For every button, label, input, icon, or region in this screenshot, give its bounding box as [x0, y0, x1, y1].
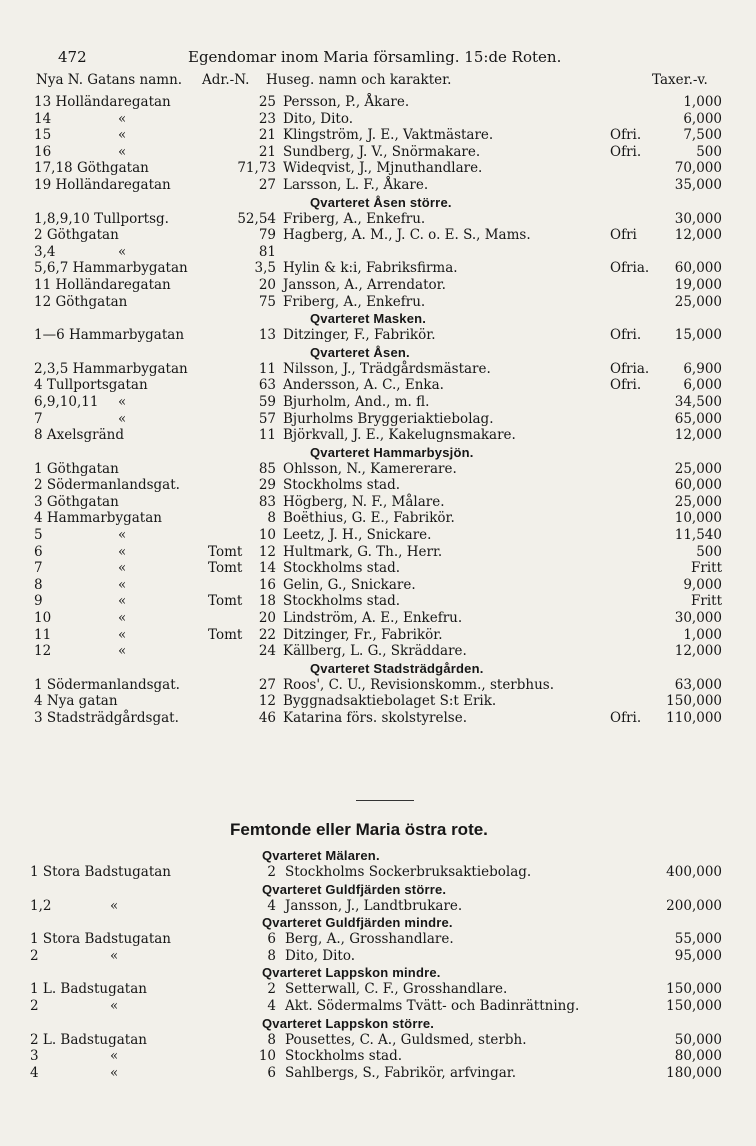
house-number: 11 — [258, 427, 276, 444]
section-title: Femtonde eller Maria östra rote. — [230, 820, 488, 839]
table-row — [0, 244, 756, 261]
table-row — [0, 527, 756, 544]
table-row — [0, 544, 756, 561]
section-divider — [356, 800, 414, 801]
taxed-value: 7,500 — [683, 127, 722, 144]
owner-name: Friberg, A., Enkefru. — [283, 210, 426, 227]
ditto-mark: « — [118, 143, 127, 160]
table-row — [0, 127, 756, 144]
house-number: 6 — [267, 931, 276, 948]
street-address: 2 Södermanlandsgat. — [34, 477, 180, 494]
house-number: 59 — [258, 393, 276, 410]
street-address: 1—6 Hammarbygatan — [34, 327, 185, 344]
taxed-value: 25,000 — [674, 460, 722, 477]
taxed-value: 60,000 — [674, 260, 722, 277]
ditto-mark: « — [118, 593, 127, 610]
street-address: 1 Stora Badstugatan — [30, 864, 171, 880]
house-number: 10 — [258, 527, 276, 544]
taxed-value: 15,000 — [674, 327, 722, 344]
quarter-heading: Qvarteret Åsen. — [310, 344, 410, 360]
taxed-value: 500 — [696, 543, 722, 560]
taxed-value: 150,000 — [666, 997, 722, 1014]
quarter-heading: Qvarteret Stadsträdgården. — [310, 660, 484, 676]
page-header — [58, 48, 561, 66]
street-address: 5,6,7 Hammarbygatan — [34, 260, 188, 277]
table-row — [0, 377, 756, 394]
street-address: 1 L. Badstugatan — [30, 981, 147, 998]
ditto-mark: « — [110, 1064, 119, 1081]
ditto-mark: « — [118, 576, 127, 593]
street-address: 14 — [34, 110, 52, 127]
owner-name: Hultmark, G. Th., Herr. — [283, 543, 443, 560]
taxed-value: 500 — [696, 143, 722, 160]
table-row — [0, 277, 756, 294]
tomt-label: Tomt — [208, 560, 243, 577]
street-address: 4 Nya gatan — [34, 693, 118, 710]
table-row — [0, 577, 756, 594]
table-row — [0, 260, 756, 277]
section-15th-district — [0, 94, 756, 727]
owner-name: Friberg, A., Enkefru. — [283, 293, 426, 310]
street-address: 1 Göthgatan — [34, 460, 119, 477]
owner-name: Sahlbergs, S., Fabrikör, arfvingar. — [285, 1064, 517, 1081]
tax-status: Ofri — [610, 227, 637, 244]
house-number: 13 — [258, 327, 276, 344]
house-number: 63 — [258, 377, 276, 394]
street-address: 8 Axelsgränd — [34, 427, 124, 444]
owner-name: Stockholms stad. — [283, 477, 401, 494]
table-row — [0, 510, 756, 527]
street-address: 2 — [30, 997, 39, 1014]
quarter-heading: Qvarteret Mälaren. — [262, 848, 380, 863]
house-number: 25 — [258, 94, 276, 110]
street-address: 4 — [30, 1064, 39, 1081]
ditto-mark: « — [118, 543, 127, 560]
house-number: 27 — [258, 676, 276, 693]
owner-name: Stockholms stad. — [283, 560, 401, 577]
tax-status: Ofri. — [610, 143, 642, 160]
taxed-value: 150,000 — [666, 693, 722, 710]
street-address: 6 — [34, 543, 43, 560]
tax-status: Ofria. — [610, 260, 650, 277]
taxed-value: 50,000 — [674, 1031, 722, 1048]
street-address: 4 Hammarbygatan — [34, 510, 162, 527]
house-number: 75 — [258, 293, 276, 310]
street-address: 2 Göthgatan — [34, 227, 119, 244]
ditto-mark: « — [110, 1048, 119, 1065]
owner-name: Setterwall, C. F., Grosshandlare. — [285, 981, 508, 998]
table-row — [0, 693, 756, 710]
house-number: 85 — [258, 460, 276, 477]
owner-name: Klingström, J. E., Vaktmästare. — [283, 127, 494, 144]
owner-name: Akt. Södermalms Tvätt- och Badinrättning. — [285, 997, 580, 1014]
owner-name: Ditzinger, Fr., Fabrikör. — [283, 626, 443, 643]
house-number: 18 — [258, 593, 276, 610]
house-number: 2 — [267, 981, 276, 998]
house-number: 16 — [258, 576, 276, 593]
street-address: 2 — [30, 947, 39, 964]
owner-name: Björkvall, J. E., Kakelugnsmakare. — [283, 427, 516, 444]
taxed-value: 30,000 — [674, 210, 722, 227]
tax-status: Ofri. — [610, 377, 642, 394]
taxed-value: 35,000 — [674, 176, 722, 193]
house-number: 10 — [258, 1048, 276, 1065]
street-address: 10 — [34, 610, 52, 627]
house-number: 20 — [258, 276, 276, 293]
street-address: 17,18 Göthgatan — [34, 160, 149, 177]
table-row — [0, 294, 756, 311]
taxed-value: 110,000 — [666, 710, 722, 726]
table-row — [0, 477, 756, 494]
owner-name: Hylin & k:i, Fabriksfirma. — [283, 260, 458, 277]
quarter-heading: Qvarteret Guldfjärden mindre. — [262, 915, 453, 931]
taxed-value: 12,000 — [674, 227, 722, 244]
taxed-value: Fritt — [691, 593, 722, 610]
quarter-heading: Qvarteret Guldfjärden större. — [262, 881, 447, 897]
street-column-header: Nya N. Gatans namn. — [36, 72, 183, 88]
taxed-value: 11,540 — [674, 527, 722, 544]
table-row — [0, 643, 756, 660]
taxed-value: 180,000 — [666, 1064, 722, 1081]
owner-name: Sundberg, J. V., Snörmakare. — [283, 143, 481, 160]
taxed-value: 10,000 — [674, 510, 722, 527]
house-number: 23 — [258, 110, 276, 127]
quarter-heading: Qvarteret Åsen större. — [310, 194, 452, 210]
taxed-value: 25,000 — [674, 493, 722, 510]
owner-name: Hagberg, A. M., J. C. o. E. S., Mams. — [283, 227, 531, 244]
street-address: 3 Göthgatan — [34, 493, 119, 510]
ditto-mark: « — [110, 947, 119, 964]
section-maria-ostra — [0, 847, 756, 1081]
taxed-value: 95,000 — [674, 947, 722, 964]
house-number: 21 — [258, 127, 276, 144]
street-address: 1 Stora Badstugatan — [30, 931, 171, 948]
house-number: 12 — [258, 693, 276, 710]
taxed-value: 55,000 — [674, 931, 722, 948]
value-column-header: Taxer.-v. — [652, 72, 708, 88]
taxed-value: 6,900 — [683, 360, 722, 377]
taxed-value: 6,000 — [683, 110, 722, 127]
street-address: 7 — [34, 560, 43, 577]
house-number: 12 — [258, 543, 276, 560]
table-row — [0, 1032, 756, 1049]
ditto-mark: « — [118, 243, 127, 260]
taxed-value: 200,000 — [666, 897, 722, 914]
column-headers — [36, 72, 756, 90]
table-row — [0, 111, 756, 128]
quarter-heading: Qvarteret Masken. — [310, 311, 427, 327]
taxed-value: 150,000 — [666, 981, 722, 998]
taxed-value: 400,000 — [666, 864, 722, 880]
owner-name: Persson, P., Åkare. — [283, 94, 410, 110]
table-row — [0, 864, 756, 881]
table-row — [0, 394, 756, 411]
table-row — [0, 593, 756, 610]
street-address: 12 — [34, 643, 52, 660]
owner-name: Dito, Dito. — [283, 110, 354, 127]
table-row — [0, 177, 756, 194]
table-row — [0, 981, 756, 998]
ditto-mark: « — [118, 410, 127, 427]
house-number: 2 — [267, 864, 276, 880]
owner-name: Jansson, A., Arrendator. — [283, 276, 446, 293]
ditto-mark: « — [118, 393, 127, 410]
street-address: 2,3,5 Hammarbygatan — [34, 360, 188, 377]
table-row — [0, 998, 756, 1015]
owner-name: Högberg, N. F., Målare. — [283, 493, 445, 510]
tomt-label: Tomt — [208, 593, 243, 610]
table-row — [0, 461, 756, 478]
taxed-value: Fritt — [691, 560, 722, 577]
owner-name: Byggnadsaktiebolaget S:t Erik. — [283, 693, 497, 710]
street-address: 9 — [34, 593, 43, 610]
owner-name: Stockholms Sockerbruksaktiebolag. — [285, 864, 532, 880]
taxed-value: 65,000 — [674, 410, 722, 427]
owner-name: Leetz, J. H., Snickare. — [283, 527, 432, 544]
taxed-value: 63,000 — [674, 676, 722, 693]
table-row — [0, 1048, 756, 1065]
street-address: 13 Holländaregatan — [34, 94, 171, 110]
taxed-value: 70,000 — [674, 160, 722, 177]
owner-name: Bjurholms Bryggeriaktiebolag. — [283, 410, 494, 427]
house-number: 22 — [258, 626, 276, 643]
owner-name: Larsson, L. F., Åkare. — [283, 176, 429, 193]
ditto-mark: « — [118, 643, 127, 660]
owner-name: Pousettes, C. A., Guldsmed, sterbh. — [285, 1031, 527, 1048]
ditto-mark: « — [118, 610, 127, 627]
owner-name: Ohlsson, N., Kamererare. — [283, 460, 457, 477]
owner-name: Berg, A., Grosshandlare. — [285, 931, 454, 948]
ditto-mark: « — [110, 997, 119, 1014]
table-row — [0, 94, 756, 111]
owner-name: Jansson, J., Landtbrukare. — [285, 897, 463, 914]
owner-name: Roos', C. U., Revisionskomm., sterbhus. — [283, 676, 555, 693]
owner-name: Källberg, L. G., Skräddare. — [283, 643, 467, 660]
house-number: 8 — [267, 1031, 276, 1048]
house-number: 71,73 — [237, 160, 276, 177]
ditto-mark: « — [118, 110, 127, 127]
house-number: 11 — [258, 360, 276, 377]
house-number: 20 — [258, 610, 276, 627]
owner-name: Gelin, G., Snickare. — [283, 576, 416, 593]
house-number: 8 — [267, 510, 276, 527]
tomt-label: Tomt — [208, 543, 243, 560]
house-number: 24 — [258, 643, 276, 660]
ditto-mark: « — [110, 897, 119, 914]
street-address: 8 — [34, 576, 43, 593]
taxed-value: 12,000 — [674, 643, 722, 660]
street-address: 12 Göthgatan — [34, 293, 128, 310]
table-row — [0, 948, 756, 965]
table-row — [0, 898, 756, 915]
table-row — [0, 327, 756, 344]
taxed-value: 1,000 — [683, 626, 722, 643]
house-number: 57 — [258, 410, 276, 427]
owner-name: Wideqvist, J., Mjnuthandlare. — [283, 160, 483, 177]
house-number: 6 — [267, 1064, 276, 1081]
taxed-value: 30,000 — [674, 610, 722, 627]
street-address: 16 — [34, 143, 52, 160]
street-address: 11 Holländaregatan — [34, 276, 171, 293]
taxed-value: 25,000 — [674, 293, 722, 310]
owner-name: Stockholms stad. — [283, 593, 401, 610]
taxed-value: 9,000 — [683, 576, 722, 593]
table-row — [0, 494, 756, 511]
street-address: 4 Tullportsgatan — [34, 377, 148, 394]
table-row — [0, 144, 756, 161]
ditto-mark: « — [118, 127, 127, 144]
table-row — [0, 427, 756, 444]
table-row — [0, 560, 756, 577]
house-number: 46 — [258, 710, 276, 726]
owner-name: Stockholms stad. — [285, 1048, 403, 1065]
table-row — [0, 610, 756, 627]
page-title: Egendomar inom Maria församling. 15:de Roten. — [188, 48, 562, 66]
tax-status: Ofria. — [610, 360, 650, 377]
taxed-value: 34,500 — [674, 393, 722, 410]
table-row — [0, 677, 756, 694]
owner-name: Lindström, A. E., Enkefru. — [283, 610, 463, 627]
table-row — [0, 160, 756, 177]
ditto-mark: « — [118, 626, 127, 643]
house-number: 21 — [258, 143, 276, 160]
street-address: 7 — [34, 410, 43, 427]
owner-column-header: Huseg. namn och karakter. — [266, 72, 452, 88]
house-number: 83 — [258, 493, 276, 510]
house-number: 14 — [258, 560, 276, 577]
quarter-heading: Qvarteret Lappskon större. — [262, 1015, 435, 1031]
table-row — [0, 710, 756, 727]
street-address: 5 — [34, 527, 43, 544]
taxed-value: 12,000 — [674, 427, 722, 444]
taxed-value: 60,000 — [674, 477, 722, 494]
quarter-heading: Qvarteret Lappskon mindre. — [262, 965, 441, 981]
street-address: 3 — [30, 1048, 39, 1065]
taxed-value: 19,000 — [674, 276, 722, 293]
table-row — [0, 411, 756, 428]
table-row — [0, 627, 756, 644]
house-number: 4 — [267, 997, 276, 1014]
owner-name: Dito, Dito. — [285, 947, 356, 964]
ditto-mark: « — [118, 527, 127, 544]
tax-status: Ofri. — [610, 127, 642, 144]
street-address: 15 — [34, 127, 52, 144]
page-number: 472 — [58, 48, 87, 66]
street-address: 11 — [34, 626, 52, 643]
house-number: 52,54 — [237, 210, 276, 227]
house-number: 29 — [258, 477, 276, 494]
table-row — [0, 361, 756, 378]
house-number: 27 — [258, 176, 276, 193]
taxed-value: 6,000 — [683, 377, 722, 394]
quarter-heading: Qvarteret Hammarbysjön. — [310, 444, 474, 460]
street-address: 6,9,10,11 — [34, 393, 99, 410]
street-address: 3,4 — [34, 243, 56, 260]
tomt-label: Tomt — [208, 626, 243, 643]
owner-name: Boëthius, G. E., Fabrikör. — [283, 510, 455, 527]
owner-name: Ditzinger, F., Fabrikör. — [283, 327, 436, 344]
owner-name: Nilsson, J., Trädgårdsmästare. — [283, 360, 491, 377]
house-number: 79 — [258, 227, 276, 244]
street-address: 1 Södermanlandsgat. — [34, 676, 180, 693]
owner-name: Katarina förs. skolstyrelse. — [283, 710, 468, 726]
house-number: 81 — [258, 243, 276, 260]
street-address: 2 L. Badstugatan — [30, 1031, 147, 1048]
owner-name: Bjurholm, And., m. fl. — [283, 393, 430, 410]
house-number: 4 — [267, 897, 276, 914]
house-number: 8 — [267, 947, 276, 964]
table-row — [0, 227, 756, 244]
taxed-value: 80,000 — [674, 1048, 722, 1065]
street-address: 3 Stadsträdgårdsgat. — [34, 710, 179, 726]
taxed-value: 1,000 — [683, 94, 722, 110]
table-row — [0, 931, 756, 948]
ditto-mark: « — [118, 560, 127, 577]
street-address: 19 Holländaregatan — [34, 176, 171, 193]
tax-status: Ofri. — [610, 710, 642, 726]
owner-name: Andersson, A. C., Enka. — [283, 377, 444, 394]
tax-status: Ofri. — [610, 327, 642, 344]
table-row — [0, 211, 756, 228]
number-column-header: Adr.-N. — [202, 72, 250, 88]
table-row — [0, 1065, 756, 1082]
house-number: 3,5 — [254, 260, 276, 277]
street-address: 1,8,9,10 Tullportsg. — [34, 210, 169, 227]
street-address: 1,2 — [30, 897, 52, 914]
